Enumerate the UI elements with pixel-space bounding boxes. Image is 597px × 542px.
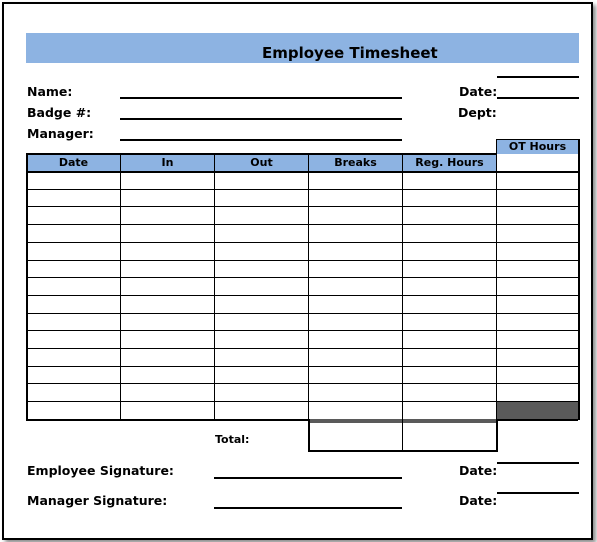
table-cell[interactable] [215, 296, 308, 313]
table-cell[interactable] [309, 243, 402, 260]
name-field[interactable] [120, 97, 402, 99]
table-cell[interactable] [403, 207, 496, 224]
table-cell[interactable] [403, 384, 496, 401]
dept-label: Dept: [458, 105, 497, 120]
table-cell[interactable] [27, 278, 120, 295]
col-header-breaks: Breaks [309, 154, 402, 171]
table-cell[interactable] [309, 207, 402, 224]
table-cell[interactable] [403, 331, 496, 348]
col-header-out: Out [215, 154, 308, 171]
table-cell[interactable] [121, 384, 214, 401]
manager-date-field[interactable] [497, 492, 579, 494]
table-cell[interactable] [403, 296, 496, 313]
table-cell[interactable] [121, 261, 214, 278]
manager-signature-field[interactable] [214, 507, 402, 509]
table-cell[interactable] [309, 402, 402, 419]
table-cell[interactable] [121, 190, 214, 207]
table-cell[interactable] [403, 367, 496, 384]
table-cell[interactable] [309, 331, 402, 348]
total-breaks-cell[interactable] [310, 423, 402, 450]
table-cell[interactable] [215, 384, 308, 401]
table-cell[interactable] [403, 349, 496, 366]
table-cell[interactable] [121, 314, 214, 331]
badge-label: Badge #: [27, 105, 92, 120]
table-cell[interactable] [215, 172, 308, 189]
page-title: Employee Timesheet [262, 44, 438, 62]
manager-field[interactable] [120, 139, 402, 141]
table-cell[interactable] [309, 296, 402, 313]
table-cell[interactable] [497, 331, 578, 348]
table-cell[interactable] [121, 172, 214, 189]
table-cell[interactable] [27, 207, 120, 224]
col-header-date: Date [27, 154, 120, 171]
table-cell[interactable] [215, 402, 308, 419]
table-cell[interactable] [215, 225, 308, 242]
total-reg-hours-cell[interactable] [403, 423, 495, 450]
table-cell[interactable] [309, 225, 402, 242]
col-header-in: In [121, 154, 214, 171]
table-cell[interactable] [121, 278, 214, 295]
table-cell[interactable] [215, 314, 308, 331]
table-cell[interactable] [403, 243, 496, 260]
table-cell[interactable] [215, 367, 308, 384]
table-cell[interactable] [27, 402, 120, 419]
table-cell[interactable] [403, 225, 496, 242]
table-cell[interactable] [497, 243, 578, 260]
table-cell[interactable] [497, 207, 578, 224]
table-cell[interactable] [121, 225, 214, 242]
table-cell[interactable] [215, 349, 308, 366]
table-cell[interactable] [497, 278, 578, 295]
table-cell[interactable] [497, 190, 578, 207]
table-cell[interactable] [403, 402, 496, 419]
table-cell[interactable] [309, 278, 402, 295]
table-cell[interactable] [497, 314, 578, 331]
table-cell[interactable] [121, 402, 214, 419]
table-cell[interactable] [215, 243, 308, 260]
table-cell[interactable] [27, 225, 120, 242]
table-cell[interactable] [309, 384, 402, 401]
table-cell[interactable] [215, 190, 308, 207]
employee-signature-field[interactable] [214, 477, 402, 479]
col-header-ot-hours: OT Hours [497, 139, 578, 154]
table-cell[interactable] [27, 243, 120, 260]
manager-date-label: Date: [459, 493, 498, 508]
table-cell[interactable] [215, 207, 308, 224]
date-label: Date: [459, 84, 498, 99]
badge-field[interactable] [120, 118, 402, 120]
table-cell[interactable] [309, 367, 402, 384]
table-cell[interactable] [27, 367, 120, 384]
table-cell[interactable] [121, 296, 214, 313]
manager-label: Manager: [27, 126, 94, 141]
manager-signature-label: Manager Signature: [27, 493, 168, 508]
table-cell[interactable] [27, 331, 120, 348]
table-cell[interactable] [309, 261, 402, 278]
total-label: Total: [215, 433, 250, 446]
table-cell[interactable] [403, 314, 496, 331]
table-cell[interactable] [215, 261, 308, 278]
table-cell[interactable] [403, 278, 496, 295]
date-top-line [497, 76, 579, 78]
table-cell[interactable] [27, 349, 120, 366]
table-cell[interactable] [403, 190, 496, 207]
table-cell[interactable] [27, 314, 120, 331]
table-cell[interactable] [27, 296, 120, 313]
table-cell[interactable] [121, 331, 214, 348]
name-label: Name: [27, 84, 73, 99]
table-cell[interactable] [121, 243, 214, 260]
table-cell[interactable] [309, 172, 402, 189]
table-cell[interactable] [497, 349, 578, 366]
employee-date-label: Date: [459, 463, 498, 478]
table-cell[interactable] [309, 190, 402, 207]
table-cell[interactable] [121, 207, 214, 224]
table-cell[interactable] [121, 349, 214, 366]
table-cell[interactable] [403, 261, 496, 278]
date-field[interactable] [497, 97, 579, 99]
table-cell[interactable] [403, 172, 496, 189]
table-cell[interactable] [27, 384, 120, 401]
table-cell[interactable] [497, 296, 578, 313]
table-cell[interactable] [497, 384, 578, 401]
table-cell[interactable] [27, 261, 120, 278]
table-cell[interactable] [497, 402, 578, 419]
table-cell[interactable] [27, 190, 120, 207]
table-cell[interactable] [309, 314, 402, 331]
col-header-reg-hours: Reg. Hours [403, 154, 496, 171]
table-cell[interactable] [497, 367, 578, 384]
table-cell[interactable] [215, 278, 308, 295]
table-cell[interactable] [497, 172, 578, 189]
employee-date-field[interactable] [497, 462, 579, 464]
table-cell[interactable] [497, 261, 578, 278]
table-cell[interactable] [215, 331, 308, 348]
table-cell[interactable] [497, 225, 578, 242]
employee-signature-label: Employee Signature: [27, 463, 174, 478]
table-cell[interactable] [309, 349, 402, 366]
table-cell[interactable] [121, 367, 214, 384]
table-cell[interactable] [27, 172, 120, 189]
